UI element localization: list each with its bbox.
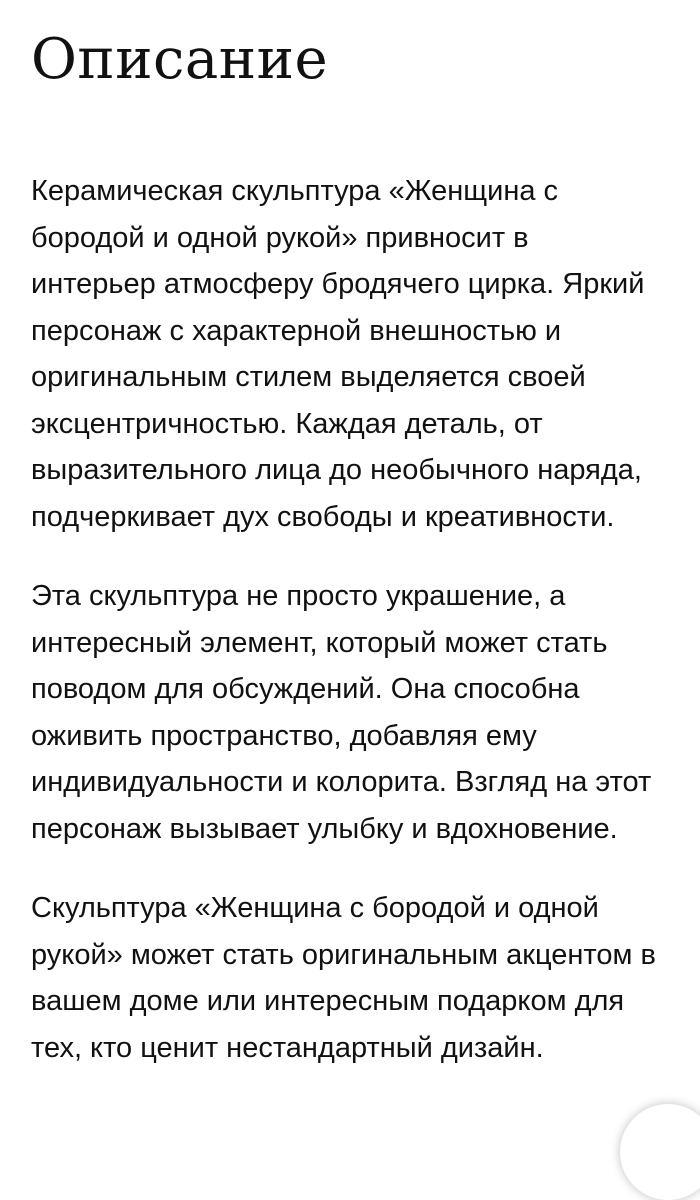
text-line: тех, кто ценит нестандартный дизайн. xyxy=(31,1031,544,1064)
text-line: оригинальным стилем выделяется своей xyxy=(31,361,586,393)
paragraph-2 xyxy=(31,573,681,852)
text-line: выразительного лица до необычного наряда, xyxy=(31,454,642,486)
floating-action-button[interactable] xyxy=(620,1104,700,1200)
text-line: Эта скульптура не просто украшение, а xyxy=(31,580,566,612)
text-line: Керамическая скульптура «Женщина с xyxy=(31,175,559,207)
text-line: поводом для обсуждений. Она способна xyxy=(31,673,580,705)
text-line: интересный элемент, который может стать xyxy=(31,626,608,659)
section-title: Описание xyxy=(31,27,329,92)
text-line: бородой и одной рукой» привносит в xyxy=(31,221,529,254)
text-line: оживить пространство, добавляя ему xyxy=(31,719,537,752)
text-line: интерьер атмосферу бродячего цирка. Яркий xyxy=(31,268,645,300)
text-line: Скульптура «Женщина с бородой и одной xyxy=(31,892,599,924)
text-line: персонаж вызывает улыбку и вдохновение. xyxy=(31,812,618,845)
paragraph-3 xyxy=(31,885,681,1071)
text-line: эксцентричностью. Каждая деталь, от xyxy=(31,407,543,440)
text-line: подчеркивает дух свободы и креативности. xyxy=(31,500,615,533)
text-line: персонаж с характерной внешностью и xyxy=(31,314,562,347)
text-line: рукой» может стать оригинальным акцентом в xyxy=(31,938,656,971)
paragraph-1 xyxy=(31,168,681,540)
text-line: вашем доме или интересным подарком для xyxy=(31,985,625,1017)
text-line: индивидуальности и колорита. Взгляд на этот xyxy=(31,766,652,798)
description-body xyxy=(31,168,681,1104)
